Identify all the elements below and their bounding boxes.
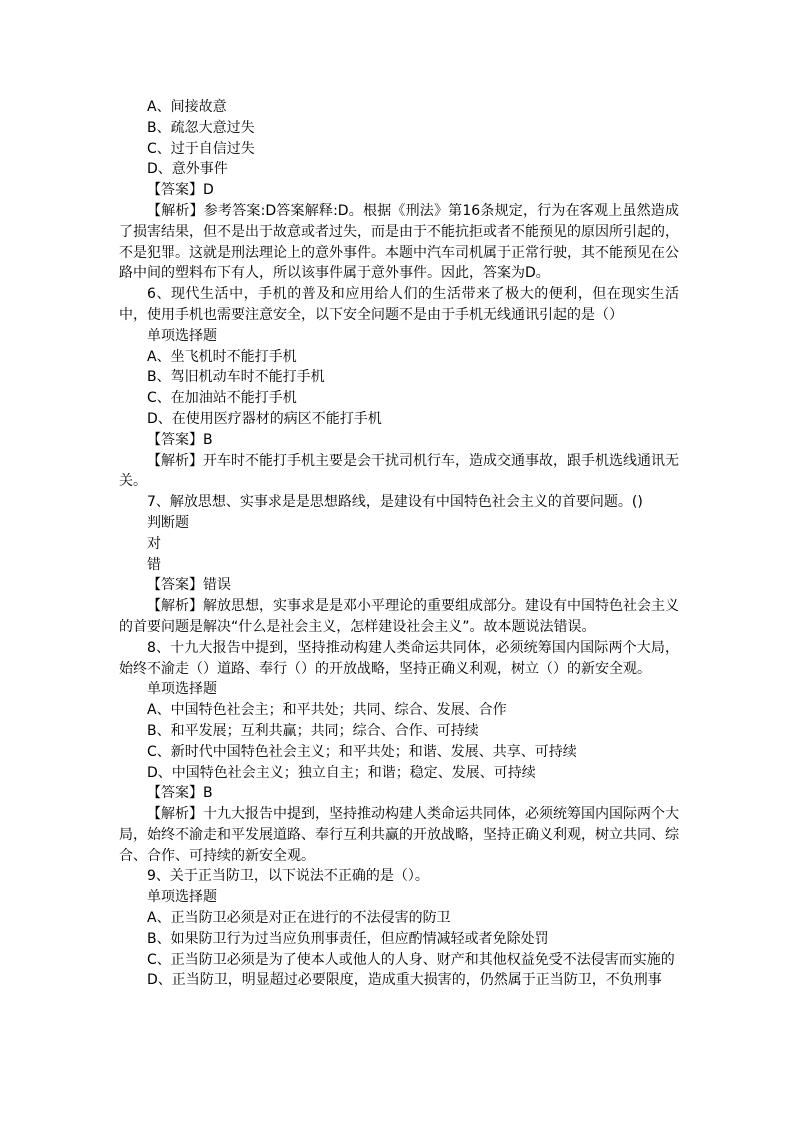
analysis-paragraph: 【解析】解放思想，实事求是是邓小平理论的重要组成部分。建设有中国特色社会主义的首要问题是解决“什么是社会主义，怎样建设社会主义”。故本题说法错误。 <box>119 598 679 635</box>
answer-option: B、和平发展；互利共赢；共同；综合、合作、可持续 <box>147 722 479 739</box>
question-type-label: 单项选择题 <box>147 889 217 906</box>
answer-option: C、在加油站不能打手机 <box>147 390 297 407</box>
question-type-label: 单项选择题 <box>147 681 217 698</box>
answer-line: 【答案】B <box>147 431 213 448</box>
analysis-paragraph: 【解析】开车时不能打手机主要是会干扰司机行车，造成交通事故，跟手机选线通讯无关。 <box>119 452 679 490</box>
question-type-label: 单项选择题 <box>147 327 217 344</box>
answer-option: D、意外事件 <box>147 161 228 178</box>
answer-option: D、中国特色社会主义；独立自主；和谐；稳定、发展、可持续 <box>147 764 536 781</box>
analysis-paragraph: 【解析】十九大报告中提到，坚持推动构建人类命运共同体，必须统筹国内国际两个大局，始终不渝走和平发展道路、奉行互利共赢的开放战略，坚持正确义利观，树立共同、综合、合作、可持续的新安全观。 <box>119 806 679 864</box>
answer-option: A、间接故意 <box>147 99 227 115</box>
answer-option: C、新时代中国特色社会主义；和平共处；和谐、发展、共享、可持续 <box>147 743 577 760</box>
answer-option: B、如果防卫行为过当应负刑事责任，但应酌情减轻或者免除处罚 <box>147 930 549 947</box>
answer-option: 对 <box>147 535 161 552</box>
question-type-label: 判断题 <box>147 514 189 531</box>
answer-line: 【答案】错误 <box>147 577 231 594</box>
answer-option: B、驾旧机动车时不能打手机 <box>147 369 325 386</box>
analysis-paragraph: 【解析】参考答案:D答案解释:D。根据《刑法》第16条规定，行为在客观上虽然造成了损害结果，但不是出于故意或者过失，而是由于不能抗拒或者不能预见的原因所引起的，不是犯罪。这就是刑法理论上的意外事件。本题中汽车司机属于正常行驶，其不能预见在公路中间的塑料布下有人，所以该事件属于意外事件。因此，答案为D。 <box>119 202 679 282</box>
answer-option: 错 <box>147 556 161 573</box>
answer-line: 【答案】D <box>147 182 214 199</box>
answer-option: A、正当防卫必须是对正在进行的不法侵害的防卫 <box>147 910 451 927</box>
answer-option: B、疏忽大意过失 <box>147 119 255 136</box>
answer-option: A、中国特色社会主；和平共处；共同、综合、发展、合作 <box>147 702 507 719</box>
answer-option: D、正当防卫，明显超过必要限度，造成重大损害的，仍然属于正当防卫，不负刑事 <box>147 972 662 989</box>
question-text: 7、解放思想、实事求是是思想路线，是建设有中国特色社会主义的首要问题。() <box>147 494 643 511</box>
answer-option: C、过于自信过失 <box>147 140 255 157</box>
question-text: 8、十九大报告中提到，坚持推动构建人类命运共同体，必须统筹国内国际两个大局，始终不渝走（）道路、奉行（）的开放战略，坚持正确义利观，树立（）的新安全观。 <box>119 639 679 677</box>
answer-line: 【答案】B <box>147 785 213 802</box>
question-text: 6、现代生活中，手机的普及和应用给人们的生活带来了极大的便利，但在现实生活中，使用手机也需要注意安全，以下安全问题不是由于手机无线通讯引起的是（） <box>119 286 679 323</box>
answer-option: D、在使用医疗器材的病区不能打手机 <box>147 410 382 427</box>
question-text: 9、关于正当防卫，以下说法不正确的是（）。 <box>147 868 429 885</box>
answer-option: A、坐飞机时不能打手机 <box>147 348 297 365</box>
document-body <box>119 97 679 991</box>
answer-option: C、正当防卫必须是为了使本人或他人的人身、财产和其他权益免受不法侵害而实施的 <box>147 951 675 968</box>
